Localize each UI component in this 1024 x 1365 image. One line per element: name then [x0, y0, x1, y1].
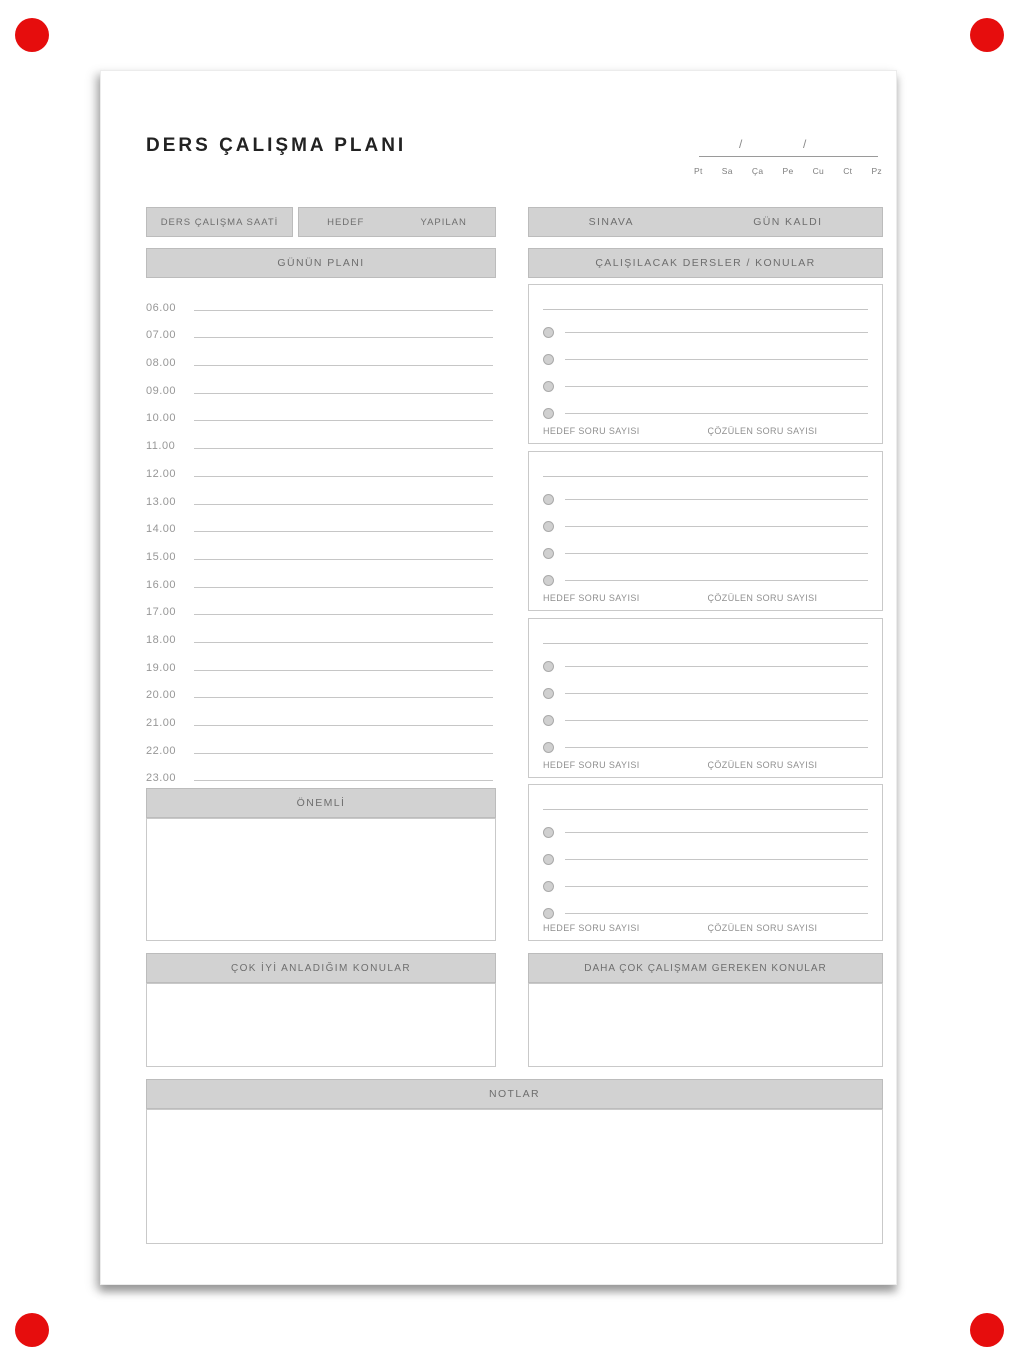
writing-line — [194, 587, 493, 588]
subject-name-line — [543, 643, 868, 644]
solved-question-label: ÇÖZÜLEN SORU SAYISI — [707, 760, 818, 770]
time-row — [146, 675, 493, 703]
writing-line — [194, 753, 493, 754]
weekday-row — [694, 166, 882, 176]
topic-row — [543, 519, 868, 533]
header-day-plan: GÜNÜN PLANI — [146, 248, 496, 278]
bullet-circle-icon — [543, 742, 554, 753]
topic-row — [543, 492, 868, 506]
target-question-label: HEDEF SORU SAYISI — [543, 923, 640, 933]
topic-row — [543, 352, 868, 366]
subject-box-1 — [528, 284, 883, 444]
time-row — [146, 619, 493, 647]
target-question-label: HEDEF SORU SAYISI — [543, 426, 640, 436]
writing-line — [565, 747, 868, 748]
question-count-labels — [543, 593, 872, 603]
time-row — [146, 509, 493, 537]
time-label: 18.00 — [146, 633, 177, 646]
subject-name-line — [543, 476, 868, 477]
topic-row — [543, 546, 868, 560]
time-label: 11.00 — [146, 440, 176, 453]
target-label: HEDEF — [327, 216, 365, 228]
time-label: 23.00 — [146, 772, 177, 785]
weekday-label: Pe — [782, 166, 794, 176]
time-label: 12.00 — [146, 467, 177, 480]
topic-row — [543, 879, 868, 893]
writing-line — [194, 697, 493, 698]
time-row — [146, 398, 493, 426]
writing-line — [565, 832, 868, 833]
writing-line — [194, 559, 493, 560]
bullet-circle-icon — [543, 575, 554, 586]
header-important: ÖNEMLİ — [146, 788, 496, 818]
weekday-label: Sa — [721, 166, 733, 176]
writing-line — [565, 666, 868, 667]
bullet-circle-icon — [543, 521, 554, 532]
time-row — [146, 287, 493, 315]
writing-line — [194, 448, 493, 449]
writing-line — [565, 720, 868, 721]
topic-row — [543, 573, 868, 587]
writing-line — [565, 580, 868, 581]
writing-line — [194, 393, 493, 394]
bullet-circle-icon — [543, 908, 554, 919]
time-label: 20.00 — [146, 689, 177, 702]
topic-row — [543, 713, 868, 727]
time-label: 06.00 — [146, 301, 177, 314]
subject-box-3 — [528, 618, 883, 778]
subject-name-line — [543, 809, 868, 810]
target-question-label: HEDEF SORU SAYISI — [543, 593, 640, 603]
time-row — [146, 758, 493, 786]
header-target-done — [298, 207, 496, 237]
notes-box — [146, 1109, 883, 1244]
time-row — [146, 730, 493, 758]
writing-line — [194, 365, 493, 366]
bullet-circle-icon — [543, 881, 554, 892]
bullet-circle-icon — [543, 408, 554, 419]
topic-row — [543, 740, 868, 754]
corner-dot-top-right — [970, 18, 1004, 52]
time-label: 19.00 — [146, 661, 177, 674]
time-row — [146, 647, 493, 675]
writing-line — [194, 504, 493, 505]
writing-line — [565, 386, 868, 387]
writing-line — [565, 332, 868, 333]
topic-row — [543, 659, 868, 673]
page-title: DERS ÇALIŞMA PLANI — [146, 135, 407, 156]
weekday-label: Ct — [843, 166, 853, 176]
writing-line — [194, 310, 493, 311]
time-label: 16.00 — [146, 578, 177, 591]
writing-line — [194, 642, 493, 643]
writing-line — [565, 526, 868, 527]
header-need-more-work: DAHA ÇOK ÇALIŞMAM GEREKEN KONULAR — [528, 953, 883, 983]
header-study-time: DERS ÇALIŞMA SAATİ — [146, 207, 293, 237]
writing-line — [194, 337, 493, 338]
subject-name-line — [543, 309, 868, 310]
corner-dot-bottom-right — [970, 1313, 1004, 1347]
bullet-circle-icon — [543, 327, 554, 338]
time-row — [146, 370, 493, 398]
time-row — [146, 315, 493, 343]
topic-row — [543, 379, 868, 393]
bullet-circle-icon — [543, 715, 554, 726]
writing-line — [565, 499, 868, 500]
bullet-circle-icon — [543, 354, 554, 365]
writing-line — [194, 780, 493, 781]
writing-line — [565, 413, 868, 414]
time-label: 10.00 — [146, 412, 177, 425]
writing-line — [565, 553, 868, 554]
time-row — [146, 425, 493, 453]
subject-box-4 — [528, 784, 883, 941]
target-question-label: HEDEF SORU SAYISI — [543, 760, 640, 770]
topic-row — [543, 852, 868, 866]
writing-line — [565, 886, 868, 887]
time-label: 15.00 — [146, 550, 177, 563]
time-row — [146, 564, 493, 592]
time-row — [146, 453, 493, 481]
topic-row — [543, 825, 868, 839]
weekday-label: Ça — [751, 166, 764, 176]
bullet-circle-icon — [543, 381, 554, 392]
bullet-circle-icon — [543, 548, 554, 559]
topic-row — [543, 325, 868, 339]
time-label: 17.00 — [146, 606, 177, 619]
solved-question-label: ÇÖZÜLEN SORU SAYISI — [707, 426, 818, 436]
topic-row — [543, 686, 868, 700]
writing-line — [194, 614, 493, 615]
bullet-circle-icon — [543, 827, 554, 838]
header-subjects: ÇALIŞILACAK DERSLER / KONULAR — [528, 248, 883, 278]
need-more-work-box — [528, 983, 883, 1067]
question-count-labels — [543, 426, 872, 436]
weekday-label: Pz — [871, 166, 882, 176]
date-fill-line — [699, 133, 878, 157]
corner-dot-bottom-left — [15, 1313, 49, 1347]
time-row — [146, 481, 493, 509]
writing-line — [565, 693, 868, 694]
corner-dot-top-left — [15, 18, 49, 52]
header-well-understood: ÇOK İYİ ANLADIĞIM KONULAR — [146, 953, 496, 983]
time-row — [146, 592, 493, 620]
writing-line — [194, 725, 493, 726]
bullet-circle-icon — [543, 494, 554, 505]
writing-line — [194, 531, 493, 532]
time-label: 08.00 — [146, 357, 177, 370]
well-understood-box — [146, 983, 496, 1067]
writing-line — [565, 859, 868, 860]
topic-row — [543, 906, 868, 920]
time-label: 13.00 — [146, 495, 177, 508]
solved-question-label: ÇÖZÜLEN SORU SAYISI — [707, 923, 818, 933]
time-schedule — [146, 287, 493, 785]
writing-line — [565, 359, 868, 360]
writing-line — [194, 476, 493, 477]
days-left-label: GÜN KALDI — [753, 216, 823, 228]
time-label: 22.00 — [146, 744, 177, 757]
time-row — [146, 342, 493, 370]
question-count-labels — [543, 760, 872, 770]
date-slash: / — [803, 137, 807, 151]
time-label: 21.00 — [146, 717, 177, 729]
time-label: 09.00 — [146, 384, 177, 397]
writing-line — [565, 913, 868, 914]
question-count-labels — [543, 923, 872, 933]
planner-sheet — [100, 70, 897, 1285]
time-label: 07.00 — [146, 329, 177, 342]
date-slash: / — [739, 137, 743, 151]
writing-line — [194, 670, 493, 671]
topic-row — [543, 406, 868, 420]
exam-label: SINAVA — [588, 216, 634, 228]
weekday-label: Cu — [812, 166, 825, 176]
done-label: YAPILAN — [420, 216, 467, 228]
solved-question-label: ÇÖZÜLEN SORU SAYISI — [707, 593, 818, 603]
header-notes: NOTLAR — [146, 1079, 883, 1109]
time-row — [146, 536, 493, 564]
subject-box-2 — [528, 451, 883, 611]
time-row — [146, 702, 493, 730]
writing-line — [194, 420, 493, 421]
important-notes-box — [146, 818, 496, 941]
bullet-circle-icon — [543, 688, 554, 699]
header-exam-countdown — [528, 207, 883, 237]
time-label: 14.00 — [146, 523, 177, 536]
weekday-label: Pt — [694, 166, 703, 176]
bullet-circle-icon — [543, 661, 554, 672]
bullet-circle-icon — [543, 854, 554, 865]
